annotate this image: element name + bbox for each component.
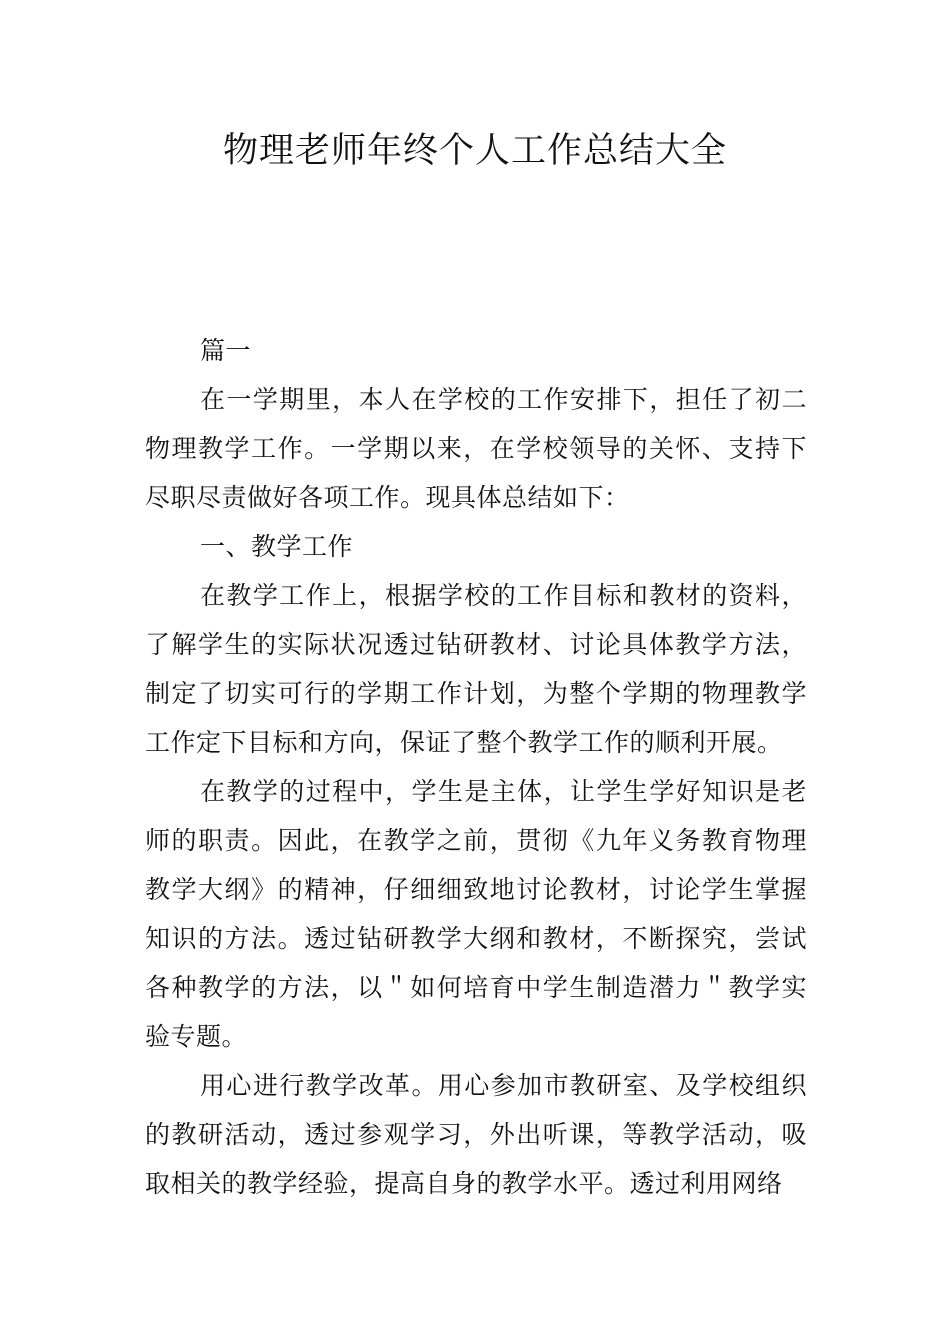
section-label: 篇一 <box>200 336 252 365</box>
section-heading: 一、教学工作 <box>200 532 354 561</box>
document-body <box>145 326 807 1208</box>
paragraph: 在一学期里，本人在学校的工作安排下，担任了初二物理教学工作。一学期以来，在学校领导的关怀、支持下尽职尽责做好各项工作。现具体总结如下： <box>145 385 807 512</box>
paragraph: 在教学工作上，根据学校的工作目标和教材的资料，了解学生的实际状况透过钻研教材、讨论具体教学方法，制定了切实可行的学期工作计划，为整个学期的物理教学工作定下目标和方向，保证了整个教学工作的顺利开展。 <box>145 581 807 757</box>
paragraph: 用心进行教学改革。用心参加市教研室、及学校组织的教研活动，透过参观学习，外出听课，等教学活动，吸取相关的教学经验，提高自身的教学水平。透过利用网络 <box>145 1071 807 1198</box>
paragraph: 在教学的过程中，学生是主体，让学生学好知识是老师的职责。因此，在教学之前，贯彻《九年义务教育物理教学大纲》的精神，仔细细致地讨论教材，讨论学生掌握知识的方法。透过钻研教学大纲和教材，不断探究，尝试各种教学的方法，以＂如何培育中学生制造潜力＂教学实验专题。 <box>145 777 807 1051</box>
document-title: 物理老师年终个人工作总结大全 <box>222 131 727 171</box>
